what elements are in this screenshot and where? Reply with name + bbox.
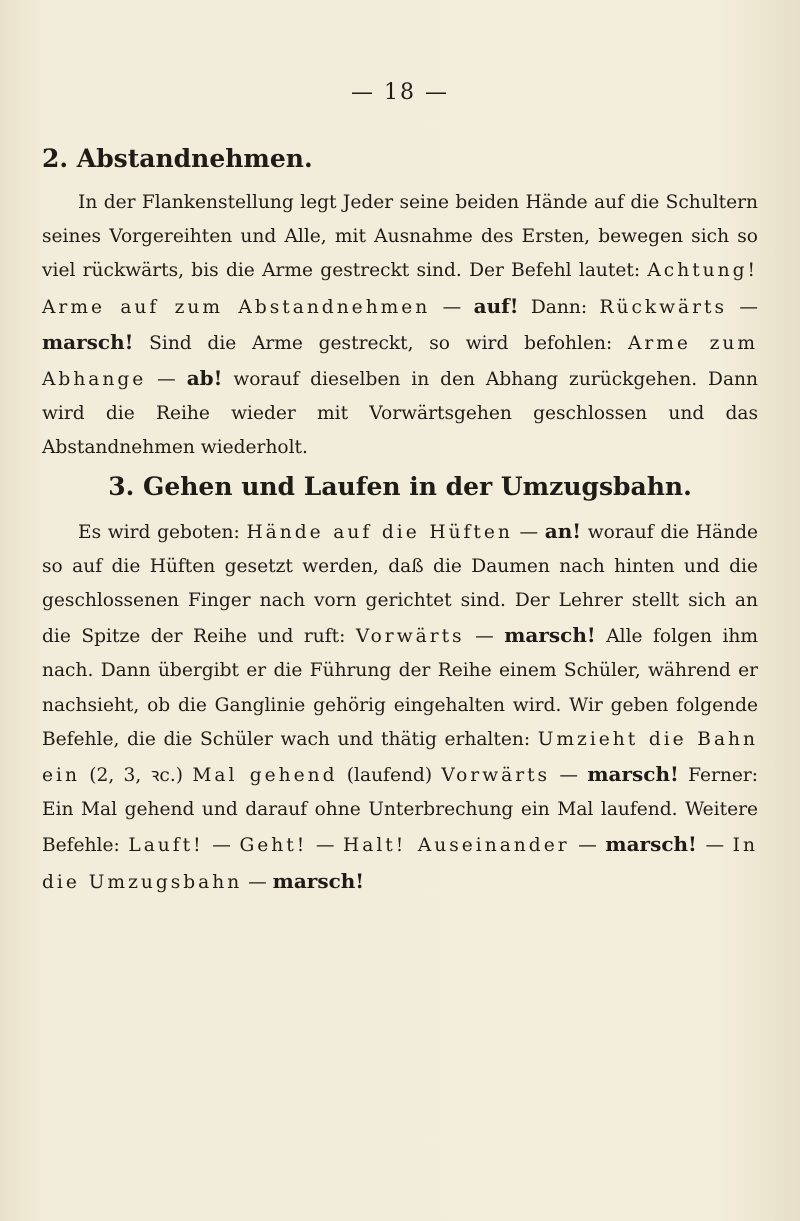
dash: — <box>569 835 606 857</box>
paragraph-abstandnehmen <box>42 186 758 466</box>
text: In der Flankenstellung legt Jeder seine beiden Hände auf die Schultern seines Vorgereihten und Alle, mit Ausnahme des Ersten, bewegen sich so viel rückwärts, bis die Arme gestreckt sind. Der Befehl lautet: <box>42 192 758 282</box>
text: Dann: <box>518 296 600 318</box>
command-call: marsch! <box>42 329 134 354</box>
command-text: Geht! <box>239 835 308 857</box>
command-text: Mal gehend <box>192 765 338 787</box>
page-content <box>42 142 758 900</box>
dash: — <box>203 835 240 857</box>
dash: — <box>146 369 187 391</box>
command-call: auf! <box>473 293 519 318</box>
command-text: Hände auf die Hüften <box>246 521 513 543</box>
page-number: — 18 — <box>351 80 449 105</box>
command-text: Rückwärts <box>599 296 728 318</box>
section-heading-abstandnehmen: 2. Abstandnehmen. <box>42 144 313 173</box>
command-call: marsch! <box>272 868 365 893</box>
dash: — <box>307 835 344 857</box>
command-text: Arme zum Abhange <box>42 332 759 391</box>
dash: — <box>550 765 588 787</box>
dash: — <box>727 296 758 318</box>
text: Alle folgen ihm nach. Dann übergibt er die Führung der Reihe einem Schüler, während er nachsieht, ob die Ganglinie gehörig eingehalten wird. Wir geben folgende Befehle, die die Schüler wach und thätig erhalten: <box>42 626 759 750</box>
text: Ferner: Ein Mal gehend und darauf ohne Unterbrechung ein Mal laufend. Weitere Befehle: <box>42 765 758 857</box>
text: worauf die Hände so auf die Hüften gesetzt werden, daß die Daumen nach hinten und die geschlossenen Finger nach vorn gerichtet sind. Der Lehrer stellt sich an die Spitze der Reihe und ruft: <box>42 521 759 648</box>
text: Es wird geboten: <box>78 521 247 543</box>
command-text: Lauft! <box>128 835 204 857</box>
command-call: marsch! <box>605 832 697 857</box>
command-text: In die Umzugsbahn <box>42 835 758 893</box>
text: worauf dieselben in den Abhang zurückgehen. Dann wird die Reihe wieder mit Vorwärtsgehen geschlossen und das Abstandnehmen wiederholt. <box>42 369 758 459</box>
text: (laufend) <box>337 765 442 787</box>
dash: — <box>696 835 733 857</box>
text: Sind die Arme gestreckt, so wird befohlen: <box>133 332 628 354</box>
paragraph-umzugsbahn <box>42 514 758 900</box>
command-call: marsch! <box>504 623 596 648</box>
dash: — <box>512 521 545 543</box>
command-call: marsch! <box>587 762 679 787</box>
command-call: ab! <box>186 366 223 391</box>
command-text: Vorwärts <box>355 626 465 648</box>
dash: — <box>430 296 474 318</box>
command-call: an! <box>544 518 582 543</box>
command-text: Vorwärts <box>441 765 551 787</box>
command-text: Umzieht die Bahn ein <box>42 728 759 787</box>
command-text: Halt! Auseinander <box>343 835 570 857</box>
dash: — <box>242 871 273 893</box>
text: (2, 3, ꝛc.) <box>79 765 193 787</box>
section-heading-umzugsbahn: 3. Gehen und Laufen in der Umzugsbahn. <box>108 471 692 501</box>
dash: — <box>464 626 505 648</box>
command-text: Achtung! Arme auf zum Abstandnehmen <box>42 260 758 318</box>
